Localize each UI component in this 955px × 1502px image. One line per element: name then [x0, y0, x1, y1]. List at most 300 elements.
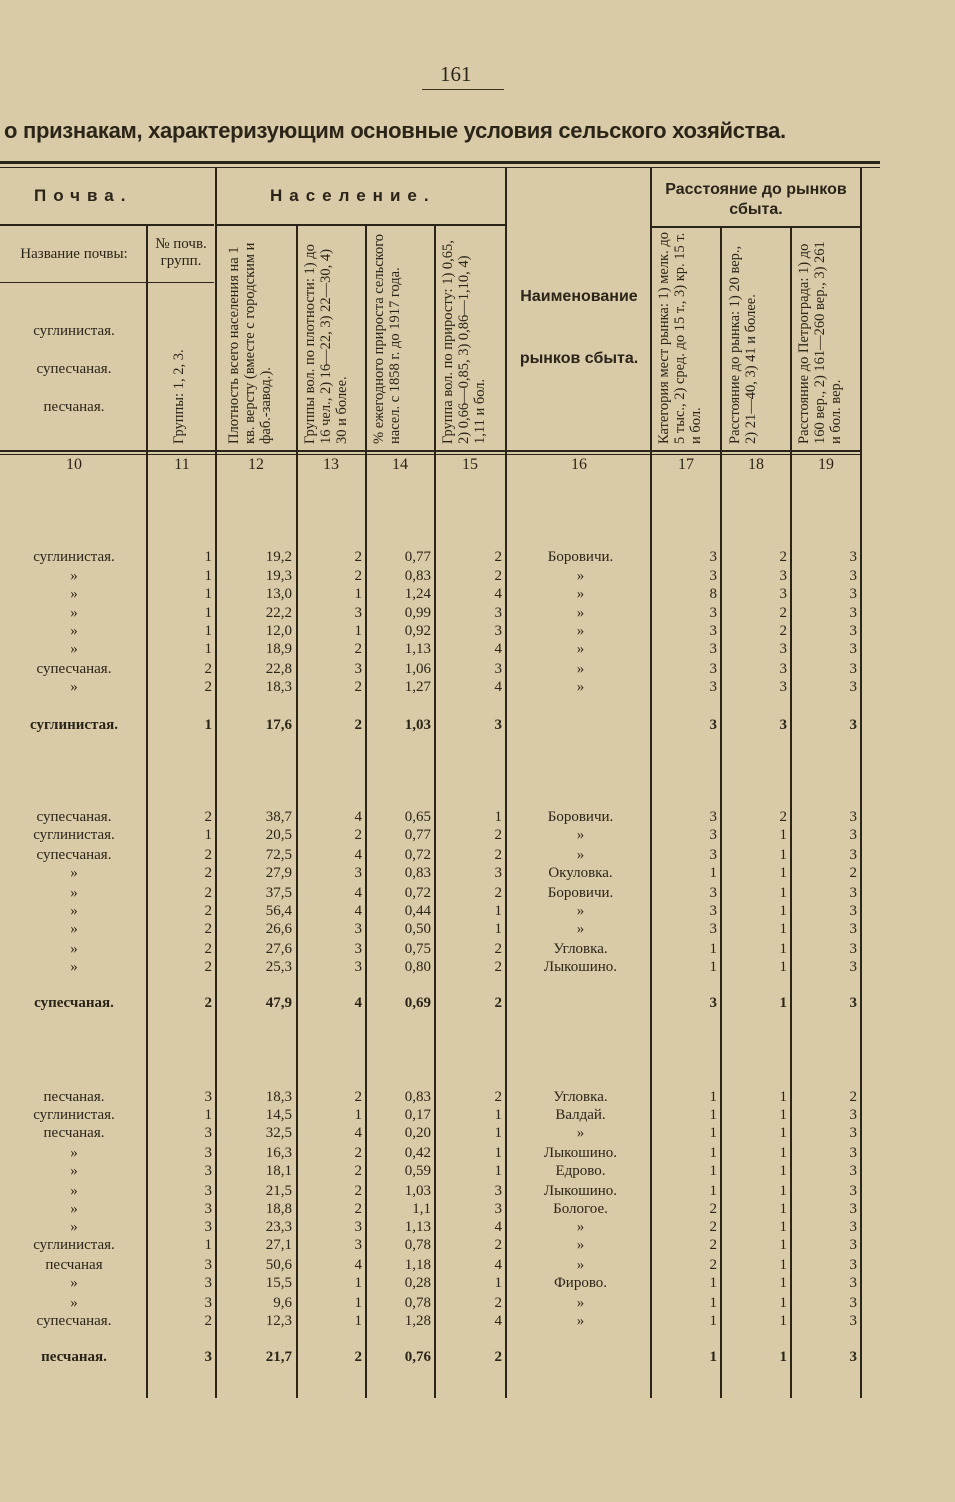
market-category-header-text: Категория мест рынка: 1) мелк. до 5 тыс., 2) сред. до 15 т., 3) кр. 15 т. и бол. [656, 232, 704, 444]
table-row [0, 1144, 955, 1163]
cell-soil: » [70, 903, 78, 919]
cell-petro: 3 [849, 1349, 857, 1365]
cell-dg: 4 [354, 1125, 362, 1141]
cell-dens: 17,6 [265, 717, 292, 733]
cell-dist: 1 [779, 1107, 787, 1123]
group-header-rule-soil [0, 224, 214, 226]
cell-petro: 3 [849, 809, 857, 825]
cell-dist: 1 [779, 903, 787, 919]
cell-dg: 2 [354, 1201, 362, 1217]
cell-soil: песчаная. [41, 1349, 107, 1365]
table-row [0, 1162, 955, 1181]
cell-petro: 3 [849, 1257, 857, 1273]
column-number-12: 12 [248, 456, 264, 473]
cell-pct: 0,72 [404, 847, 431, 863]
table-row [0, 585, 955, 604]
cell-grp: 1 [204, 586, 212, 602]
cell-dg: 1 [354, 1313, 362, 1329]
group-title-population: Население. [270, 186, 436, 205]
cell-dg: 4 [354, 903, 362, 919]
table-row [0, 1106, 955, 1125]
cell-petro: 3 [849, 903, 857, 919]
cell-mkt: Едрово. [555, 1163, 606, 1179]
cell-pct: 0,83 [404, 865, 431, 881]
cell-grp: 1 [204, 623, 212, 639]
cell-petro: 3 [849, 1201, 857, 1217]
cell-dg: 3 [354, 605, 362, 621]
cell-cat: 3 [709, 827, 717, 843]
cell-grp: 1 [204, 641, 212, 657]
column-number-19: 19 [818, 456, 834, 473]
cell-soil: » [70, 1275, 78, 1291]
cell-petro: 3 [849, 717, 857, 733]
cell-cat: 3 [709, 885, 717, 901]
cell-cat: 2 [709, 1237, 717, 1253]
cell-ig: 4 [494, 641, 502, 657]
density-groups-header-text: Группы вол. по плотности: 1) до 16 чел., 2) 16—22, 3) 22—30, 4) 30 и более. [302, 244, 350, 444]
cell-ig: 2 [494, 1089, 502, 1105]
cell-pct: 0,76 [404, 1349, 431, 1365]
table-row [0, 826, 955, 845]
cell-petro: 3 [849, 661, 857, 677]
cell-mkt: » [576, 679, 585, 695]
cell-soil: » [70, 568, 78, 584]
cell-dist: 1 [779, 865, 787, 881]
cell-dens: 47,9 [265, 995, 292, 1011]
cell-petro: 3 [849, 885, 857, 901]
cell-ig: 3 [494, 717, 502, 733]
cell-soil: » [70, 641, 78, 657]
cell-pct: 0,78 [404, 1295, 431, 1311]
cell-pct: 1,03 [404, 1183, 431, 1199]
cell-dg: 1 [354, 1275, 362, 1291]
cell-soil: » [70, 1219, 78, 1235]
cell-dg: 3 [354, 921, 362, 937]
column-number-10: 10 [66, 456, 82, 473]
cell-dg: 2 [354, 1349, 362, 1365]
soil-types-list [4, 312, 144, 426]
cell-dens: 12,3 [265, 1313, 292, 1329]
cell-soil: супесчаная. [36, 847, 112, 863]
cell-mkt: Окуловка. [548, 865, 613, 881]
cell-ig: 1 [494, 1145, 502, 1161]
cell-cat: 3 [709, 605, 717, 621]
cell-dist: 1 [779, 1089, 787, 1105]
cell-mkt: » [576, 903, 585, 919]
cell-grp: 1 [204, 549, 212, 565]
column-number-15: 15 [462, 456, 478, 473]
cell-dist: 3 [779, 586, 787, 602]
cell-mkt: Боровичи. [547, 809, 614, 825]
cell-cat: 1 [709, 1107, 717, 1123]
cell-petro: 3 [849, 827, 857, 843]
table-row [0, 660, 955, 679]
cell-pct: 1,06 [404, 661, 431, 677]
cell-pct: 0,59 [404, 1163, 431, 1179]
table-row [0, 1236, 955, 1255]
cell-dens: 21,7 [265, 1349, 292, 1365]
cell-pct: 0,28 [404, 1275, 431, 1291]
cell-grp: 1 [204, 568, 212, 584]
cell-dist: 1 [779, 921, 787, 937]
cell-pct: 0,83 [404, 568, 431, 584]
cell-grp: 2 [204, 921, 212, 937]
cell-ig: 4 [494, 1219, 502, 1235]
cell-petro: 3 [849, 1107, 857, 1123]
cell-dens: 37,5 [265, 885, 292, 901]
cell-dens: 27,1 [265, 1237, 292, 1253]
cell-cat: 1 [709, 1295, 717, 1311]
cell-ig: 2 [494, 1237, 502, 1253]
cell-grp: 3 [204, 1219, 212, 1235]
cell-ig: 1 [494, 809, 502, 825]
cell-soil: » [70, 921, 78, 937]
cell-dens: 19,3 [265, 568, 292, 584]
cell-dist: 1 [779, 1163, 787, 1179]
cell-pct: 0,69 [404, 995, 431, 1011]
table-row [0, 567, 955, 586]
table-row [0, 1218, 955, 1237]
cell-mkt: Лыкошино. [543, 1183, 618, 1199]
cell-pct: 1,13 [404, 1219, 431, 1235]
density-groups-header [302, 232, 350, 444]
cell-dist: 1 [779, 1349, 787, 1365]
cell-pct: 0,78 [404, 1237, 431, 1253]
cell-soil: песчаная. [43, 1089, 105, 1105]
cell-cat: 3 [709, 661, 717, 677]
cell-dens: 32,5 [265, 1125, 292, 1141]
cell-ig: 3 [494, 623, 502, 639]
table-row [0, 622, 955, 641]
cell-ig: 1 [494, 921, 502, 937]
cell-cat: 3 [709, 809, 717, 825]
density-header [226, 232, 274, 444]
cell-ig: 2 [494, 995, 502, 1011]
cell-soil: » [70, 605, 78, 621]
table-row [0, 640, 955, 659]
cell-cat: 1 [709, 1125, 717, 1141]
cell-dens: 18,1 [265, 1163, 292, 1179]
cell-cat: 3 [709, 995, 717, 1011]
cell-petro: 3 [849, 847, 857, 863]
cell-pct: 0,42 [404, 1145, 431, 1161]
cell-ig: 2 [494, 549, 502, 565]
table-row [0, 1274, 955, 1293]
table-row [0, 846, 955, 865]
cell-soil: » [70, 586, 78, 602]
cell-cat: 3 [709, 549, 717, 565]
cell-petro: 3 [849, 1237, 857, 1253]
cell-dens: 72,5 [265, 847, 292, 863]
cell-dens: 18,8 [265, 1201, 292, 1217]
cell-grp: 2 [204, 847, 212, 863]
cell-ig: 2 [494, 959, 502, 975]
cell-mkt: Валдай. [555, 1107, 606, 1123]
cell-ig: 2 [494, 885, 502, 901]
cell-cat: 3 [709, 903, 717, 919]
cell-pct: 0,77 [404, 827, 431, 843]
cell-ig: 2 [494, 827, 502, 843]
cell-dens: 22,2 [265, 605, 292, 621]
cell-grp: 2 [204, 1313, 212, 1329]
cell-dg: 4 [354, 809, 362, 825]
table-row [0, 884, 955, 903]
table-top-rule [0, 161, 880, 164]
column-number-18: 18 [748, 456, 764, 473]
table-row-summary [0, 716, 955, 735]
cell-ig: 4 [494, 679, 502, 695]
market-name-header [508, 266, 650, 390]
cell-cat: 1 [709, 959, 717, 975]
cell-grp: 2 [204, 959, 212, 975]
cell-grp: 3 [204, 1201, 212, 1217]
cell-soil: » [70, 1163, 78, 1179]
cell-dens: 9,6 [273, 1295, 292, 1311]
table-row [0, 1200, 955, 1219]
cell-dg: 4 [354, 885, 362, 901]
cell-ig: 1 [494, 1163, 502, 1179]
cell-dist: 1 [779, 1237, 787, 1253]
cell-pct: 0,50 [404, 921, 431, 937]
page-number: 161 [440, 62, 472, 86]
density-header-text: Плотность всего населения на 1 кв. версту (вместе с городским и фаб.-завод.). [226, 242, 274, 444]
cell-petro: 3 [849, 568, 857, 584]
cell-dens: 26,6 [265, 921, 292, 937]
table-row [0, 920, 955, 939]
cell-petro: 3 [849, 1163, 857, 1179]
cell-dg: 3 [354, 865, 362, 881]
column-number-13: 13 [323, 456, 339, 473]
cell-grp: 2 [204, 903, 212, 919]
table-row [0, 1124, 955, 1143]
cell-mkt: » [576, 1295, 585, 1311]
cell-soil: суглинистая. [33, 549, 115, 565]
cell-dist: 1 [779, 1275, 787, 1291]
cell-dist: 1 [779, 1125, 787, 1141]
cell-dg: 2 [354, 568, 362, 584]
cell-pct: 0,20 [404, 1125, 431, 1141]
cell-dens: 20,5 [265, 827, 292, 843]
cell-dist: 1 [779, 827, 787, 843]
cell-dens: 18,3 [265, 679, 292, 695]
cell-grp: 1 [204, 1107, 212, 1123]
cell-dist: 2 [779, 809, 787, 825]
cell-grp: 2 [204, 661, 212, 677]
cell-dist: 1 [779, 1219, 787, 1235]
cell-pct: 0,44 [404, 903, 431, 919]
cell-grp: 3 [204, 1089, 212, 1105]
cell-cat: 1 [709, 1089, 717, 1105]
soil-groups-note: Группы: 1, 2, 3. [171, 349, 187, 444]
cell-mkt: » [576, 827, 585, 843]
cell-mkt: » [576, 1237, 585, 1253]
cell-cat: 3 [709, 921, 717, 937]
cell-ig: 1 [494, 1125, 502, 1141]
table-row [0, 902, 955, 921]
cell-dg: 2 [354, 679, 362, 695]
cell-dist: 1 [779, 995, 787, 1011]
cell-pct: 1,24 [404, 586, 431, 602]
cell-mkt: Угловка. [553, 1089, 608, 1105]
cell-cat: 1 [709, 1145, 717, 1161]
table-row-summary [0, 994, 955, 1013]
cell-soil: » [70, 623, 78, 639]
cell-mkt: » [576, 1219, 585, 1235]
cell-dist: 1 [779, 1183, 787, 1199]
cell-mkt: » [576, 623, 585, 639]
cell-grp: 3 [204, 1183, 212, 1199]
soil-type-sand: песчаная. [43, 399, 105, 415]
cell-grp: 1 [204, 1237, 212, 1253]
cell-dens: 27,6 [265, 941, 292, 957]
cell-grp: 3 [204, 1145, 212, 1161]
cell-grp: 3 [204, 1257, 212, 1273]
table-row [0, 1088, 955, 1107]
cell-mkt: » [576, 921, 585, 937]
cell-dens: 19,2 [265, 549, 292, 565]
cell-dist: 1 [779, 1295, 787, 1311]
cell-dens: 25,3 [265, 959, 292, 975]
cell-petro: 2 [849, 865, 857, 881]
table-row [0, 958, 955, 977]
column-number-11: 11 [174, 456, 190, 473]
cell-dist: 3 [779, 679, 787, 695]
cell-dens: 22,8 [265, 661, 292, 677]
cell-grp: 3 [204, 1349, 212, 1365]
cell-pct: 0,65 [404, 809, 431, 825]
cell-pct: 0,83 [404, 1089, 431, 1105]
cell-ig: 3 [494, 1201, 502, 1217]
cell-dist: 2 [779, 605, 787, 621]
cell-dist: 1 [779, 941, 787, 957]
cell-dg: 1 [354, 1295, 362, 1311]
cell-cat: 3 [709, 717, 717, 733]
cell-cat: 1 [709, 1163, 717, 1179]
cell-dist: 3 [779, 641, 787, 657]
cell-ig: 3 [494, 661, 502, 677]
cell-dg: 1 [354, 586, 362, 602]
cell-petro: 3 [849, 1183, 857, 1199]
cell-dg: 1 [354, 623, 362, 639]
cell-dist: 2 [779, 623, 787, 639]
cell-petro: 3 [849, 1219, 857, 1235]
cell-soil: » [70, 1201, 78, 1217]
cell-dens: 38,7 [265, 809, 292, 825]
cell-dens: 13,0 [265, 586, 292, 602]
header-bottom-rule [0, 450, 862, 452]
cell-cat: 3 [709, 623, 717, 639]
cell-dg: 2 [354, 717, 362, 733]
cell-dist: 1 [779, 1201, 787, 1217]
table-row [0, 1256, 955, 1275]
cell-dens: 14,5 [265, 1107, 292, 1123]
cell-pct: 1,18 [404, 1257, 431, 1273]
cell-petro: 3 [849, 605, 857, 621]
cell-ig: 2 [494, 1295, 502, 1311]
cell-grp: 3 [204, 1125, 212, 1141]
cell-grp: 1 [204, 827, 212, 843]
cell-cat: 8 [709, 586, 717, 602]
growth-pct-header [371, 232, 403, 444]
cell-dens: 15,5 [265, 1275, 292, 1291]
table-row [0, 548, 955, 567]
cell-mkt: » [576, 586, 585, 602]
cell-mkt: » [576, 568, 585, 584]
cell-soil: суглинистая. [33, 1107, 115, 1123]
cell-soil: песчаная [45, 1257, 103, 1273]
cell-petro: 3 [849, 641, 857, 657]
cell-dens: 12,0 [265, 623, 292, 639]
cell-dens: 27,9 [265, 865, 292, 881]
cell-pct: 0,80 [404, 959, 431, 975]
cell-petro: 3 [849, 679, 857, 695]
cell-grp: 2 [204, 995, 212, 1011]
cell-ig: 4 [494, 1313, 502, 1329]
cell-dist: 3 [779, 717, 787, 733]
cell-dg: 3 [354, 1219, 362, 1235]
cell-soil: песчаная. [43, 1125, 105, 1141]
page-heading: о признакам, характеризующим основные условия сельского хозяйства. [4, 118, 786, 143]
cell-cat: 1 [709, 941, 717, 957]
group-header-rule-dist [650, 226, 860, 228]
cell-cat: 1 [709, 1313, 717, 1329]
group-title-soil: Почва. [34, 186, 133, 205]
table-row [0, 1182, 955, 1201]
cell-mkt: » [576, 847, 585, 863]
cell-mkt: » [576, 1125, 585, 1141]
page-number-rule [422, 89, 504, 90]
cell-dens: 56,4 [265, 903, 292, 919]
cell-ig: 3 [494, 605, 502, 621]
cell-petro: 3 [849, 586, 857, 602]
cell-grp: 3 [204, 1295, 212, 1311]
cell-cat: 1 [709, 1349, 717, 1365]
header-bottom-rule-thin [0, 454, 862, 455]
cell-dens: 18,9 [265, 641, 292, 657]
cell-grp: 1 [204, 605, 212, 621]
table-row [0, 808, 955, 827]
table-row [0, 678, 955, 697]
table-row [0, 864, 955, 883]
cell-dist: 3 [779, 568, 787, 584]
cell-pct: 0,17 [404, 1107, 431, 1123]
table-row [0, 940, 955, 959]
cell-ig: 3 [494, 865, 502, 881]
cell-dg: 4 [354, 847, 362, 863]
cell-ig: 2 [494, 1349, 502, 1365]
cell-pct: 1,28 [404, 1313, 431, 1329]
cell-dens: 16,3 [265, 1145, 292, 1161]
cell-ig: 4 [494, 1257, 502, 1273]
cell-cat: 2 [709, 1201, 717, 1217]
cell-pct: 1,03 [404, 717, 431, 733]
cell-petro: 2 [849, 1089, 857, 1105]
cell-dg: 4 [354, 995, 362, 1011]
cell-petro: 3 [849, 959, 857, 975]
cell-pct: 0,92 [404, 623, 431, 639]
soil-group-header: № почв. групп. [155, 236, 207, 269]
soil-type-sandy-loam: супесчаная. [36, 361, 112, 377]
market-distance-header-text: Расстояние до рынка: 1) 20 вер., 2) 21—40, 3) 41 и более. [727, 245, 759, 444]
cell-soil: » [70, 959, 78, 975]
cell-dens: 18,3 [265, 1089, 292, 1105]
cell-soil: » [70, 865, 78, 881]
cell-pct: 1,1 [412, 1201, 431, 1217]
cell-dg: 2 [354, 1183, 362, 1199]
cell-mkt: Лыкошино. [543, 959, 618, 975]
cell-petro: 3 [849, 1145, 857, 1161]
cell-grp: 3 [204, 1275, 212, 1291]
